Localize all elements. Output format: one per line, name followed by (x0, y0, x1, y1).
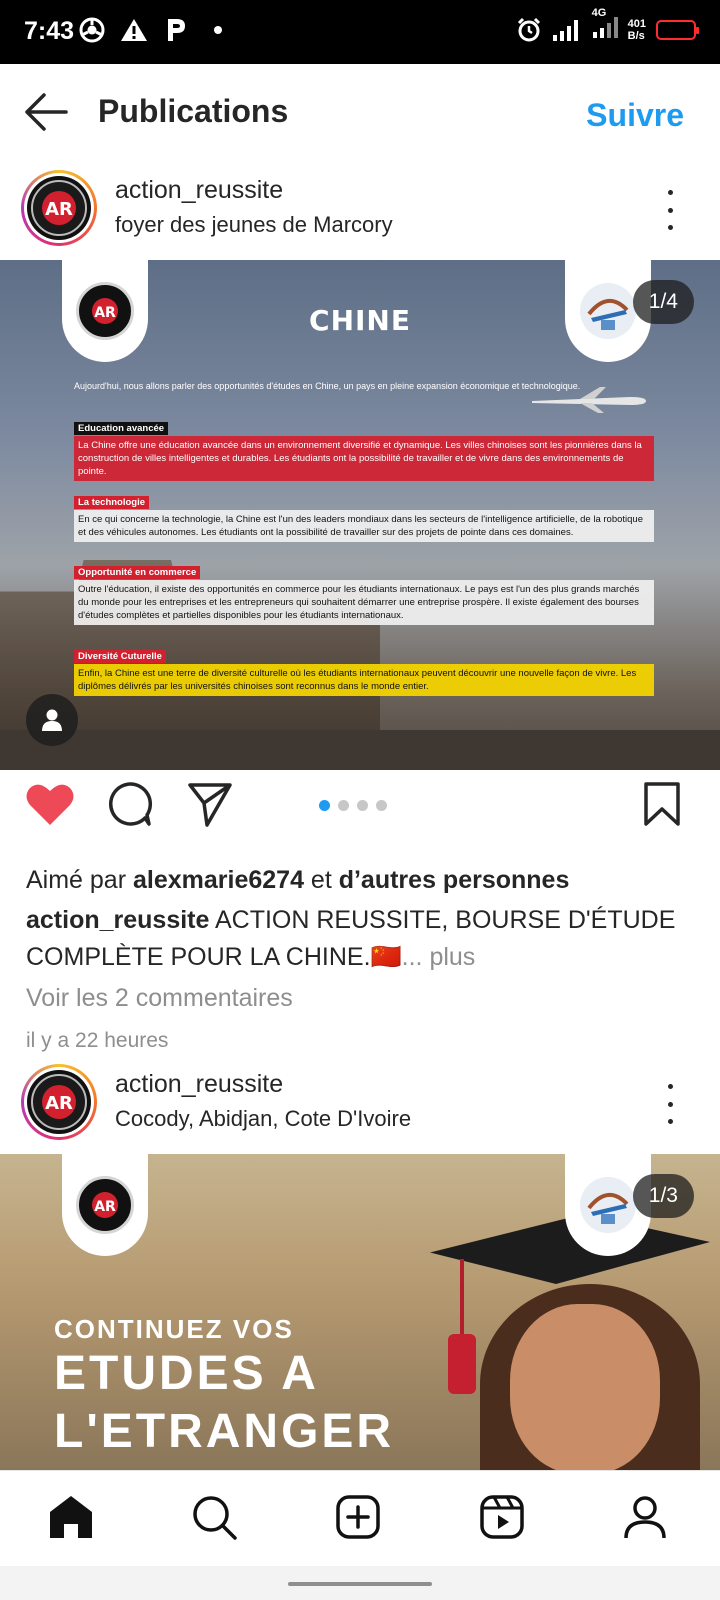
travel-agency-logo (577, 280, 639, 342)
network-speed (628, 18, 646, 42)
section-label: Diversité Cuturelle (74, 650, 166, 663)
chrome-icon (78, 16, 106, 44)
likes-line (26, 866, 569, 895)
post-header (0, 160, 720, 260)
nav-create[interactable] (330, 1489, 386, 1545)
post-actions (0, 776, 720, 846)
likes-user-link[interactable]: alexmarie6274 (132, 866, 304, 894)
carousel-dot (376, 800, 387, 811)
save-button[interactable] (634, 776, 690, 832)
post-username[interactable]: action_reussite (115, 176, 284, 204)
person-icon (39, 707, 65, 733)
speed-unit: B/s (627, 29, 645, 42)
nav-profile[interactable] (617, 1489, 673, 1545)
section-label: Opportunité en commerce (74, 566, 200, 579)
network-type (591, 7, 618, 44)
post-timestamp: il y a 22 heures (26, 1029, 169, 1052)
graduate-photo (420, 1204, 720, 1470)
svg-text:AR: AR (94, 305, 116, 321)
post-username[interactable]: action_reussite (115, 1070, 284, 1098)
profile-icon (622, 1494, 668, 1540)
caption-text: ACTION REUSSITE, BOURSE D'ÉTUDE COMPLÈTE POUR LA CHINE.🇨🇳 (26, 906, 676, 971)
image-intro: Aujourd'hui, nous allons parler des opportunités d'études en Chine, un pays en pleine expansion économique et technologique. (74, 381, 581, 391)
section-body: Outre l'éducation, il existe des opportunités en commerce pour les étudiants internationaux. Le pays est l'un des plus grands marchés du monde pour les entreprises et les entrepreneurs qui souhaitent démarrer une entreprise prospère. Il existe également des bourses d'études complètes et partielles disponibles pour les étudiants internationaux. (74, 580, 654, 625)
image-section-technology (74, 492, 654, 542)
image-section-diversity (74, 646, 654, 696)
comment-button[interactable] (102, 776, 158, 832)
network-label: 4G (591, 7, 607, 19)
action-reussite-logo (76, 1176, 134, 1234)
banner-left (62, 260, 148, 362)
signal-icon (552, 18, 582, 42)
image-section-education (74, 418, 654, 481)
more-options-icon[interactable] (664, 190, 676, 230)
back-button[interactable] (20, 88, 72, 136)
view-comments-link[interactable]: Voir les 2 commentaires (26, 984, 293, 1012)
follow-button[interactable]: Suivre (586, 97, 684, 133)
arrow-left-icon (20, 88, 72, 136)
section-body: Enfin, la Chine est une terre de diversité culturelle où les étudiants internationaux peuvent découvrir une nouvelle façon de vivre. Les diplômes délivrés par les universités chinoises sont reconnus dans le monde entier. (74, 664, 654, 696)
post-location[interactable]: Cocody, Abidjan, Cote D'Ivoire (115, 1106, 412, 1131)
post-image[interactable] (0, 260, 720, 770)
battery-icon (656, 20, 696, 40)
image-title: CHINE (309, 304, 411, 337)
carousel-dot-active (319, 800, 330, 811)
tagged-people-button[interactable] (26, 694, 78, 746)
more-options-icon[interactable] (664, 1084, 676, 1124)
status-bar (0, 0, 720, 64)
image-counter: 1/3 (633, 1174, 694, 1218)
section-body: En ce qui concerne la technologie, la Chine est l'un des leaders mondiaux dans les secteurs de l'intelligence artificielle, de la robotique et des véhicules autonomes. Les étudiants ont la possibilité de travailler sur des projets de pointe dans ces domaines. (74, 510, 654, 542)
ground-band (0, 730, 720, 770)
create-icon (335, 1494, 381, 1540)
image-headline-line1: CONTINUEZ VOS (54, 1314, 294, 1344)
image-headline-line3: L'ETRANGER (54, 1405, 395, 1458)
nav-search[interactable] (186, 1489, 242, 1545)
section-label: Education avancée (74, 422, 168, 435)
parking-app-icon (162, 16, 190, 44)
post-caption (26, 902, 706, 976)
avatar[interactable] (21, 1064, 97, 1140)
caption-more-link[interactable]: ... plus (401, 943, 476, 971)
action-reussite-logo (27, 176, 91, 240)
app-header (0, 64, 720, 160)
alarm-icon (516, 17, 542, 43)
send-icon (187, 781, 233, 827)
image-headline-line2: ETUDES A (54, 1347, 319, 1400)
heart-filled-icon (25, 781, 75, 827)
section-body: La Chine offre une éducation avancée dans un environnement diversifié et dynamique. Les villes chinoises sont les pionnières dans la construction de villes intelligentes et durables. Les étudiants ont la possibilité de travailler et de vivre dans des environnements de pointe. (74, 436, 654, 481)
status-system-icons (516, 7, 696, 44)
svg-text:AR: AR (94, 1199, 116, 1215)
image-section-commerce (74, 562, 654, 625)
likes-mid: et (303, 866, 339, 894)
svg-text:AR: AR (45, 199, 73, 220)
warning-icon (120, 16, 148, 44)
carousel-indicator (319, 800, 387, 811)
image-counter: 1/4 (633, 280, 694, 324)
bottom-navigation (0, 1470, 720, 1566)
post-location[interactable]: foyer des jeunes de Marcory (115, 212, 393, 237)
travel-agency-logo (577, 1174, 639, 1236)
svg-text:AR: AR (45, 1093, 73, 1114)
post-image[interactable] (0, 1154, 720, 1470)
likes-prefix: Aimé par (26, 866, 133, 894)
speed-value: 401 (627, 17, 646, 30)
nav-reels[interactable] (474, 1489, 530, 1545)
carousel-dot (338, 800, 349, 811)
home-indicator[interactable] (288, 1582, 432, 1586)
search-icon (191, 1494, 237, 1540)
carousel-dot (357, 800, 368, 811)
avatar[interactable] (21, 170, 97, 246)
nav-home[interactable] (43, 1489, 99, 1545)
system-gesture-bar (0, 1566, 720, 1600)
like-button[interactable] (22, 776, 78, 832)
action-reussite-logo (27, 1070, 91, 1134)
post-header (0, 1054, 720, 1154)
share-button[interactable] (182, 776, 238, 832)
caption-username[interactable]: action_reussite (26, 906, 210, 934)
status-time: 7:43 (24, 17, 75, 45)
home-icon (47, 1494, 95, 1540)
more-notifications-icon (204, 16, 232, 44)
bookmark-icon (642, 781, 682, 827)
reels-icon (479, 1494, 525, 1540)
likes-others-link[interactable]: d’autres personnes (338, 866, 570, 894)
section-label: La technologie (74, 496, 149, 509)
status-notification-icons (78, 16, 232, 44)
comment-icon (107, 781, 153, 827)
action-reussite-logo (76, 282, 134, 340)
page-title: Publications (98, 93, 289, 129)
banner-left (62, 1154, 148, 1256)
